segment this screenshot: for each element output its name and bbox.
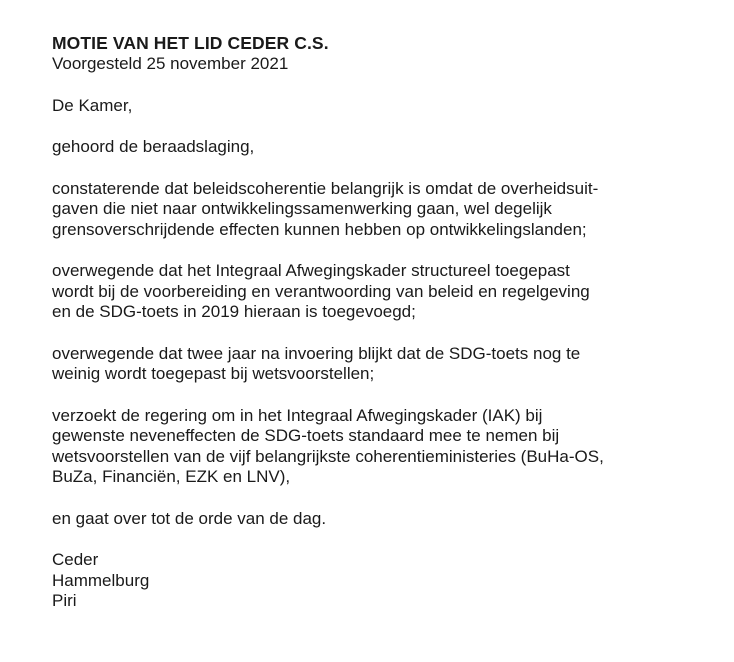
- motion-document: [52, 33, 712, 612]
- signer-name: Ceder: [52, 550, 99, 569]
- considering-clause-1: [52, 179, 712, 241]
- text-line: en de SDG-toets in 2019 hieraan is toegevoegd;: [52, 302, 416, 321]
- salutation: De Kamer,: [52, 95, 133, 115]
- text-line: verzoekt de regering om in het Integraal Afwegingskader (IAK) bij: [52, 405, 543, 425]
- closing-clause: en gaat over tot de orde van de dag.: [52, 508, 327, 528]
- text-line: gaven die niet naar ontwikkelingssamenwerking gaan, wel degelijk: [52, 199, 552, 218]
- text-line: BuZa, Financiën, EZK en LNV),: [52, 467, 291, 486]
- request-clause: [52, 406, 712, 488]
- text-line: wordt bij de voorbereiding en verantwoording van beleid en regelgeving: [52, 281, 590, 301]
- text-line: grensoverschrijdende effecten kunnen hebben op ontwikkelingslanden;: [52, 219, 587, 239]
- text-line: weinig wordt toegepast bij wetsvoorstellen;: [52, 364, 375, 383]
- heard-clause: gehoord de beraadslaging,: [52, 137, 255, 156]
- considering-clause-3: [52, 344, 712, 385]
- text-line: overwegende dat twee jaar na invoering blijkt dat de SDG-toets nog te: [52, 343, 581, 363]
- signers-list: [52, 550, 712, 612]
- signer-name: Piri: [52, 591, 77, 610]
- text-line: constaterende dat beleidscoherentie belangrijk is omdat de overheidsuit-: [52, 178, 599, 198]
- text-line: overwegende dat het Integraal Afwegingskader structureel toegepast: [52, 261, 570, 280]
- considering-clause-2: [52, 261, 712, 323]
- text-line: wetsvoorstellen van de vijf belangrijkste coherentieministeries (BuHa-OS,: [52, 446, 604, 466]
- motion-title: MOTIE VAN HET LID CEDER C.S.: [52, 33, 329, 53]
- proposed-date: Voorgesteld 25 november 2021: [52, 54, 289, 73]
- text-line: gewenste neveneffecten de SDG-toets standaard mee te nemen bij: [52, 426, 560, 445]
- signer-name: Hammelburg: [52, 570, 150, 590]
